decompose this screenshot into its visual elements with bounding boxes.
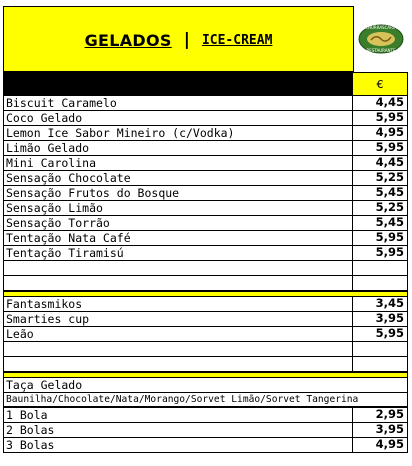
item-price: 3,95 — [352, 311, 408, 326]
item-name: Coco Gelado — [6, 111, 83, 125]
menu-row — [3, 171, 408, 186]
section-title: Taça Gelado — [6, 378, 83, 392]
item-name: Tentação Nata Café — [6, 231, 131, 245]
price-table — [3, 6, 408, 463]
item-price: 5,95 — [352, 110, 408, 125]
item-name: Sensação Limão — [6, 201, 103, 215]
menu-row — [3, 216, 408, 231]
menu-row — [3, 342, 408, 357]
item-price: 5,95 — [352, 326, 408, 341]
restaurant-logo — [357, 21, 405, 57]
item-name: Sensação Frutos do Bosque — [6, 186, 180, 200]
item-name: 3 Bolas — [6, 438, 55, 452]
title-english: ICE-CREAM — [201, 32, 273, 48]
logo-cell — [353, 6, 408, 72]
menu-row — [3, 423, 408, 438]
item-name: Leão — [6, 327, 34, 341]
item-name: 1 Bola — [6, 408, 48, 422]
item-name: Biscuit Caramelo — [6, 96, 117, 110]
item-price: 2,95 — [352, 407, 408, 422]
item-price — [352, 275, 408, 290]
item-name: Limão Gelado — [6, 141, 90, 155]
item-price: 3,45 — [352, 296, 408, 311]
menu-row — [3, 261, 408, 276]
item-name: Lemon Ice Sabor Mineiro (c/Vodka) — [6, 126, 235, 140]
item-price — [352, 260, 408, 275]
section-title-row — [3, 378, 408, 393]
menu-row — [3, 96, 408, 111]
item-price: 4,95 — [352, 437, 408, 452]
menu-row — [3, 246, 408, 261]
menu-row — [3, 312, 408, 327]
item-price: 5,45 — [352, 215, 408, 230]
item-price — [352, 356, 408, 371]
item-name: Sensação Chocolate — [6, 171, 131, 185]
flavours-row — [3, 393, 408, 408]
item-price: 4,45 — [352, 95, 408, 110]
menu-row — [3, 141, 408, 156]
table-header — [3, 6, 408, 72]
title-portuguese: GELADOS — [84, 30, 172, 50]
flavours-list: Baunilha/Chocolate/Nata/Morango/Sorvet Limão/Sorvet Tangerina — [6, 394, 359, 405]
item-price — [352, 341, 408, 356]
item-price: 5,95 — [352, 245, 408, 260]
menu-row — [3, 231, 408, 246]
currency-header: € — [352, 72, 408, 96]
item-name: Sensação Torrão — [6, 216, 110, 230]
title-separator: | — [183, 30, 190, 50]
svg-text:RESTAURANTE: RESTAURANTE — [366, 48, 396, 53]
menu-row — [3, 327, 408, 342]
item-price: 4,45 — [352, 155, 408, 170]
item-price: 3,95 — [352, 422, 408, 437]
menu-row — [3, 408, 408, 423]
menu-row — [3, 438, 408, 453]
item-price: 4,95 — [352, 125, 408, 140]
item-name: Mini Carolina — [6, 156, 97, 170]
header-title — [4, 7, 353, 73]
menu-row — [3, 201, 408, 216]
menu-row — [3, 156, 408, 171]
black-bar — [3, 72, 352, 96]
item-name: Smarties cup — [6, 312, 90, 326]
item-name: 2 Bolas — [6, 423, 55, 437]
menu-row — [3, 357, 408, 372]
item-price: 5,25 — [352, 200, 408, 215]
item-name: Tentação Tiramisú — [6, 246, 124, 260]
menu-row — [3, 186, 408, 201]
item-price: 5,95 — [352, 140, 408, 155]
item-name: Fantasmikos — [6, 297, 83, 311]
menu-row — [3, 126, 408, 141]
menu-row — [3, 276, 408, 291]
item-price: 5,45 — [352, 185, 408, 200]
svg-text:CHURRASCARIA: CHURRASCARIA — [365, 25, 397, 30]
item-price: 5,25 — [352, 170, 408, 185]
item-price: 5,95 — [352, 230, 408, 245]
menu-row — [3, 111, 408, 126]
menu-row — [3, 297, 408, 312]
